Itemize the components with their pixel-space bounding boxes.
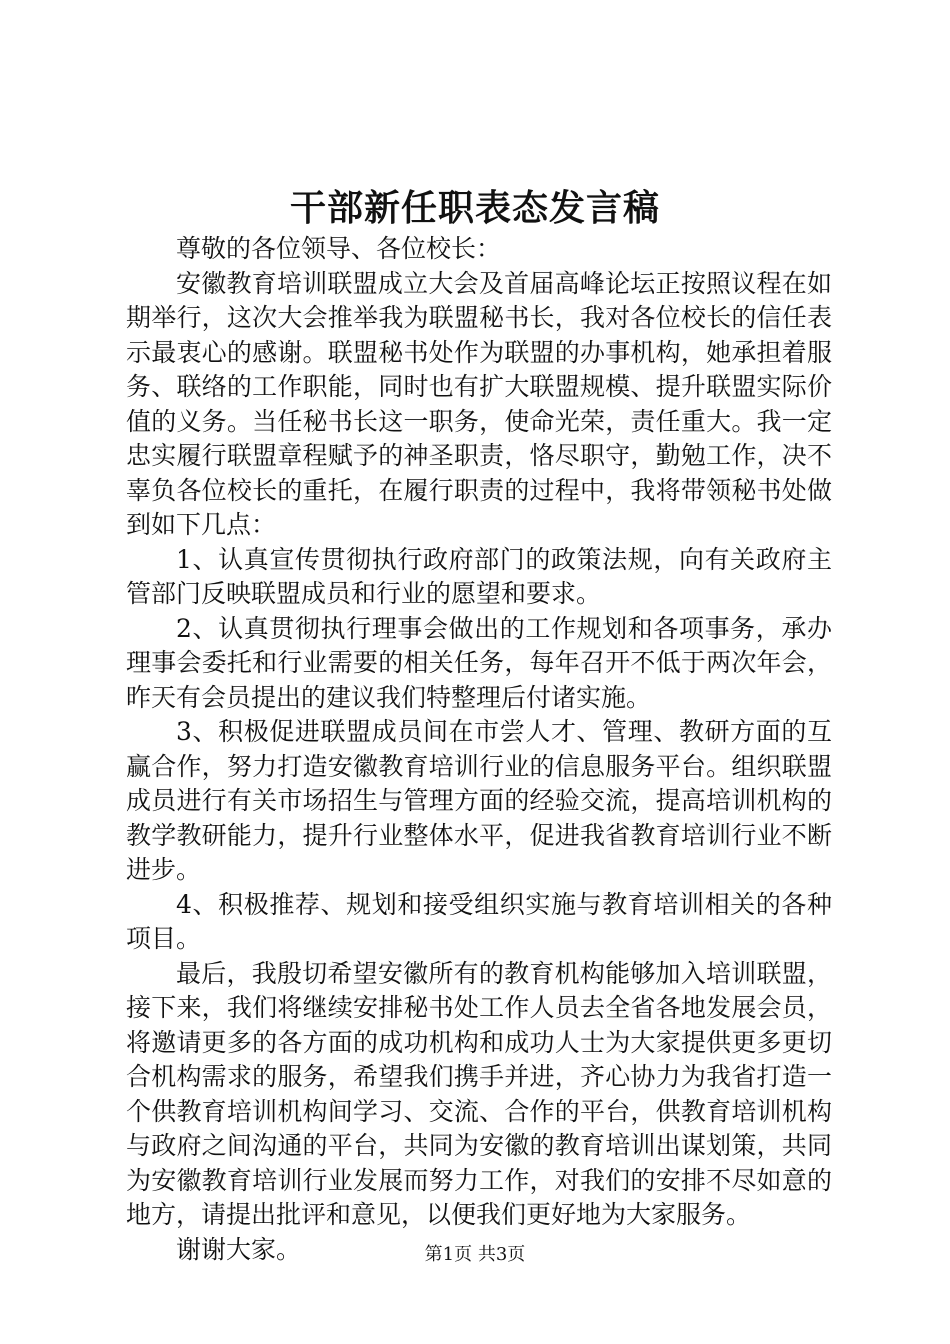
closing-paragraph: 最后，我殷切希望安徽所有的教育机构能够加入培训联盟，接下来，我们将继续安排秘书处工作人员去全省各地发展会员，将邀请更多的各方面的成功机构和成功人士为大家提供更多更切合机构需求的服务，希望我们携手并进，齐心协力为我省打造一个供教育培训机构间学习、交流、合作的平台，供教育培训机构与政府之间沟通的平台，共同为安徽的教育培训出谋划策，共同为安徽教育培训行业发展而努力工作，对我们的安排不尽如意的地方，请提出批评和意见，以便我们更好地为大家服务。	[126, 958, 832, 1229]
salutation: 尊敬的各位领导、各位校长：	[176, 234, 502, 263]
page-number-footer: 第1页 共3页	[424, 1244, 526, 1265]
document-title: 干部新任职表态发言稿	[289, 187, 660, 229]
point-1-paragraph: 1、认真宣传贯彻执行政府部门的政策法规，向有关政府主管部门反映联盟成员和行业的愿望和要求。	[126, 544, 832, 608]
thanks-line: 谢谢大家。	[176, 1234, 302, 1264]
point-4-paragraph: 4、积极推荐、规划和接受组织实施与教育培训相关的各种项目。	[126, 889, 832, 953]
point-2-paragraph: 2、认真贯彻执行理事会做出的工作规划和各项事务，承办理事会委托和行业需要的相关任务，每年召开不低于两次年会，昨天有会员提出的建议我们特整理后付诸实施。	[126, 613, 832, 712]
intro-paragraph: 安徽教育培训联盟成立大会及首届高峰论坛正按照议程在如期举行，这次大会推举我为联盟秘书长，我对各位校长的信任表示最衷心的感谢。联盟秘书处作为联盟的办事机构，她承担着服务、联络的工作职能，同时也有扩大联盟规模、提升联盟实际价值的义务。当任秘书长这一职务，使命光荣，责任重大。我一定忠实履行联盟章程赋予的神圣职责，恪尽职守，勤勉工作，决不辜负各位校长的重托，在履行职责的过程中，我将带领秘书处做到如下几点：	[126, 268, 832, 539]
point-3-paragraph: 3、积极促进联盟成员间在市尝人才、管理、教研方面的互赢合作，努力打造安徽教育培训行业的信息服务平台。组织联盟成员进行有关市场招生与管理方面的经验交流，提高培训机构的教学教研能力，提升行业整体水平，促进我省教育培训行业不断进步。	[126, 717, 832, 884]
document-body	[126, 232, 832, 1267]
